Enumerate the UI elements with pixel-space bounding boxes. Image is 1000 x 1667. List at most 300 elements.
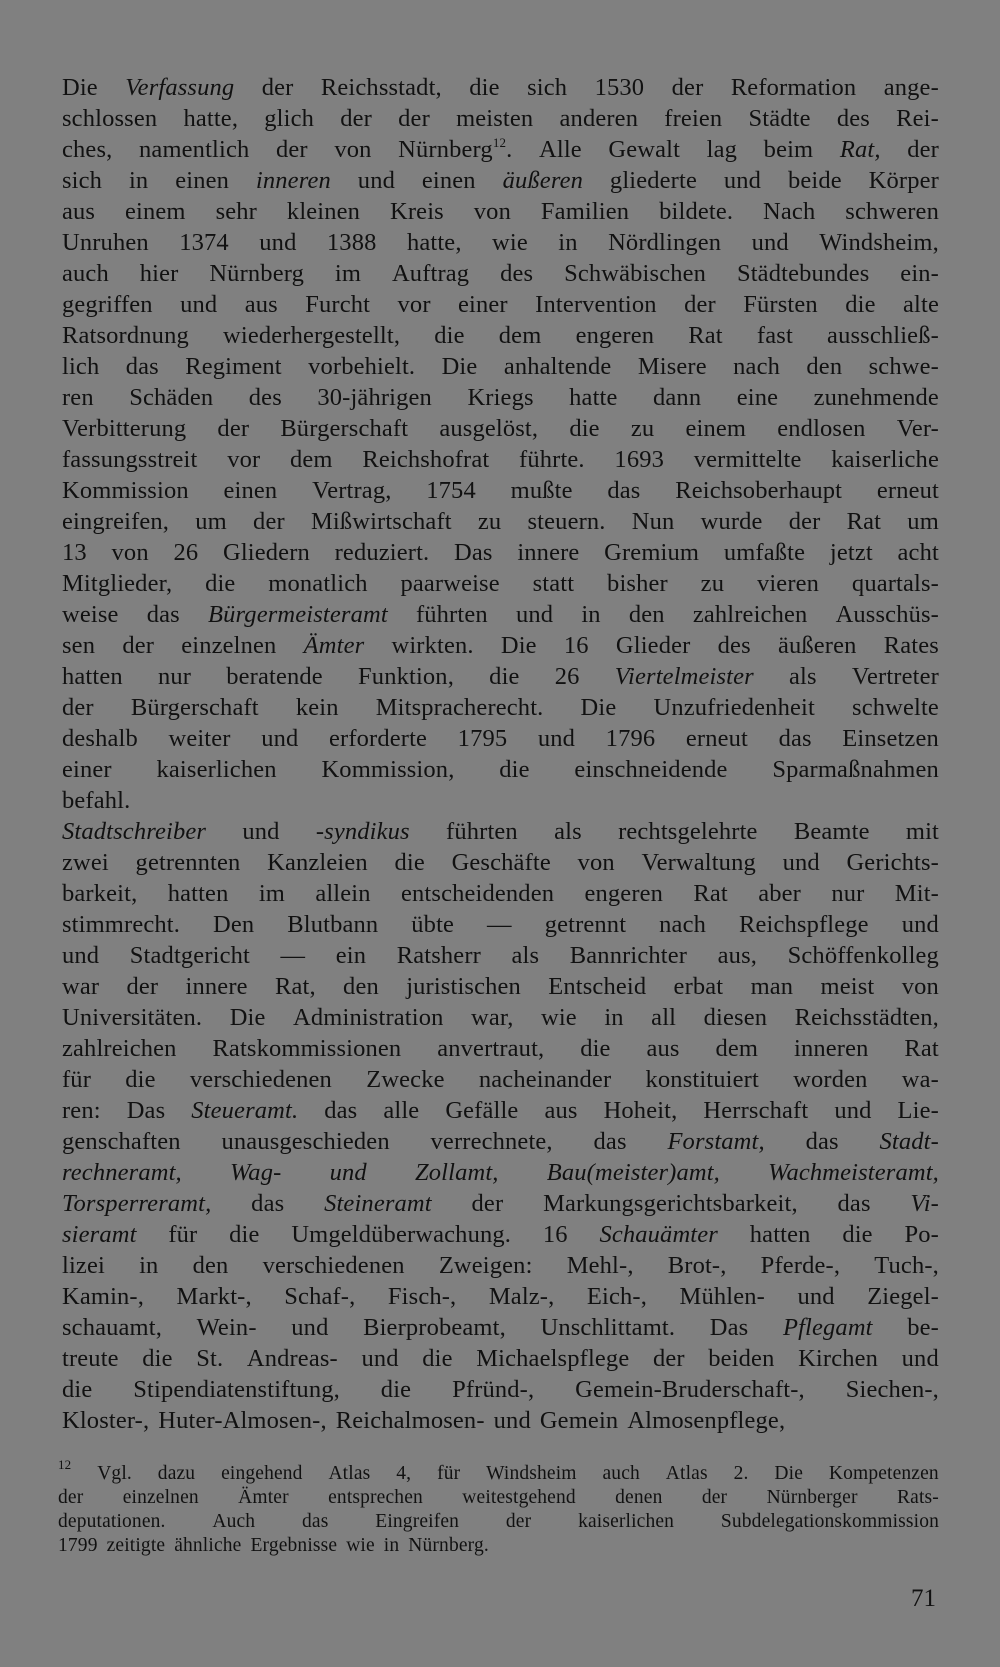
word: Unschlittamt. — [540, 1314, 676, 1341]
word: einer — [62, 756, 112, 783]
word: Ämter — [303, 632, 365, 659]
word: verschiedenen — [189, 1066, 332, 1093]
word: von — [111, 539, 149, 566]
word: die — [569, 415, 600, 442]
word: aus — [244, 291, 278, 318]
word: lag — [706, 136, 738, 163]
word: den — [628, 601, 665, 628]
word: rechtsgelehrte — [618, 818, 758, 845]
text-line — [62, 878, 939, 909]
word: — — [280, 942, 306, 969]
word: Kloster-, — [62, 1407, 150, 1434]
word: Schwäbischen — [564, 260, 707, 287]
word: Unruhen — [62, 229, 149, 256]
word: Gemein — [539, 1407, 619, 1434]
word: erbat — [673, 973, 724, 1000]
word: sieramt — [62, 1221, 137, 1248]
text-line — [62, 909, 939, 940]
word: Ämter — [238, 1487, 289, 1508]
word: die — [842, 1221, 873, 1248]
word: übte — [411, 911, 455, 938]
word: barkeit, — [62, 880, 138, 907]
text-line — [62, 444, 939, 475]
word: beratende — [226, 663, 323, 690]
text-line — [62, 847, 939, 878]
word: zeitigte — [106, 1535, 166, 1556]
text-line — [62, 72, 939, 103]
word: entscheidenden — [401, 880, 555, 907]
word: das — [607, 477, 641, 504]
word: der — [340, 105, 372, 132]
word: das — [251, 1190, 285, 1217]
word: Funktion, — [358, 663, 454, 690]
text-line — [62, 940, 939, 971]
word: des — [836, 105, 870, 132]
word: war, — [471, 1004, 514, 1031]
word: nach — [733, 353, 781, 380]
word: in — [604, 1004, 624, 1031]
word: deputationen. — [58, 1511, 166, 1532]
word: die — [62, 1376, 93, 1403]
word: kleinen — [286, 198, 361, 225]
word: Lie- — [897, 1097, 939, 1124]
footnote — [58, 1457, 939, 1558]
word: und — [537, 725, 576, 752]
word: engeren — [584, 880, 664, 907]
word: sehr — [215, 198, 257, 225]
word: Zollamt, — [415, 1159, 499, 1186]
word: Rat — [846, 508, 882, 535]
word: 26 — [173, 539, 199, 566]
text-line — [62, 320, 939, 351]
text-line — [62, 754, 939, 785]
word: die — [142, 1345, 173, 1372]
word: erneut — [685, 725, 748, 752]
text-line — [62, 785, 939, 816]
word: 1754 — [426, 477, 476, 504]
word: Gemein-Bruderschaft-, — [575, 1376, 805, 1403]
word: hier — [139, 260, 179, 287]
word: die — [845, 291, 876, 318]
word: weitestgehend — [462, 1487, 576, 1508]
word: und — [242, 818, 280, 845]
word: Steineramt — [324, 1190, 432, 1217]
word: das — [805, 1128, 839, 1155]
word: der — [671, 74, 704, 101]
word: die — [422, 1345, 453, 1372]
word: die — [580, 1035, 611, 1062]
word: Ratskommissionen — [212, 1035, 402, 1062]
word: gliederte — [609, 167, 697, 194]
text-line — [62, 1188, 939, 1219]
text-line — [62, 630, 939, 661]
footnote-line — [58, 1534, 939, 1558]
word: die — [125, 1066, 156, 1093]
word: der — [217, 415, 250, 442]
word: Schaf-, — [284, 1283, 356, 1310]
word: unausgeschieden — [221, 1128, 390, 1155]
word: deshalb — [62, 725, 138, 752]
word: Ver- — [896, 415, 939, 442]
word: Einsetzen — [842, 725, 939, 752]
word: in — [128, 167, 149, 194]
word: alle — [383, 1097, 420, 1124]
word: endlosen — [777, 415, 866, 442]
word: und — [493, 1407, 531, 1434]
text-line — [62, 1157, 939, 1188]
word: Die — [229, 1004, 266, 1031]
word: von — [901, 973, 939, 1000]
word: Pfründ-, — [452, 1376, 535, 1403]
text-line — [62, 165, 939, 196]
word: Po- — [904, 1221, 939, 1248]
word: der — [62, 694, 94, 721]
word: sich — [62, 167, 103, 194]
word: Pflegamt — [782, 1314, 873, 1341]
word: quartals- — [851, 570, 939, 597]
word: allein — [315, 880, 371, 907]
word: 1530 — [594, 74, 645, 101]
word: Andreas- — [246, 1345, 338, 1372]
word: Viertelmeister — [614, 663, 754, 690]
text-line — [62, 1002, 939, 1033]
text-line — [62, 1405, 939, 1436]
word: jetzt — [829, 539, 873, 566]
word: Nun — [631, 508, 675, 535]
word: im — [334, 260, 362, 287]
word: Siechen-, — [845, 1376, 939, 1403]
word: und — [329, 1159, 367, 1186]
word: als — [789, 663, 817, 690]
word: Schöffenkolleg — [787, 942, 939, 969]
word: Atlas — [665, 1463, 708, 1484]
text-line — [62, 1343, 939, 1374]
word: Markt-, — [176, 1283, 252, 1310]
word: anderen — [559, 105, 639, 132]
word: Rates — [883, 632, 939, 659]
word: einen — [175, 167, 230, 194]
word: zahlreichen — [692, 601, 808, 628]
word: Universitäten. — [62, 1004, 203, 1031]
word: eingehend — [221, 1463, 303, 1484]
word: 1374 — [179, 229, 229, 256]
text-line — [62, 1374, 939, 1405]
word: Reichsoberhaupt — [675, 477, 843, 504]
word: Wachmeisteramt, — [768, 1159, 939, 1186]
word: schweren — [845, 198, 939, 225]
word: Das — [126, 1097, 166, 1124]
word: der — [684, 291, 716, 318]
word: führten — [415, 601, 488, 628]
word: Zwecke — [366, 1066, 445, 1093]
word: hatte — [569, 384, 618, 411]
word: als — [554, 818, 582, 845]
word: Gefälle — [445, 1097, 519, 1124]
word: nacheinander — [478, 1066, 612, 1093]
word: Rat — [904, 1035, 939, 1062]
word: führte. — [519, 446, 585, 473]
word: beim — [763, 136, 814, 163]
word: statt — [532, 570, 575, 597]
text-line — [62, 382, 939, 413]
word: Kanzleien — [267, 849, 368, 876]
word: Bürgermeisteramt — [208, 601, 388, 628]
word: in — [139, 1252, 159, 1279]
word: in — [383, 1535, 400, 1556]
word: befahl. — [62, 787, 131, 814]
word: und — [261, 725, 299, 752]
word: das — [593, 1128, 627, 1155]
word: einer — [458, 291, 508, 318]
word: Städte — [748, 105, 811, 132]
word: und — [259, 229, 297, 256]
word: dem — [290, 446, 333, 473]
word: Ratsherr — [396, 942, 481, 969]
word: weiter — [168, 725, 231, 752]
word: der — [652, 1345, 685, 1372]
word: engeren — [575, 322, 655, 349]
word: Mitspracherecht. — [375, 694, 544, 721]
word: einem — [685, 415, 747, 442]
word: Mißwirtschaft — [310, 508, 452, 535]
word: Intervention — [535, 291, 657, 318]
page-number: 71 — [911, 1585, 936, 1612]
word: beiden — [708, 1345, 775, 1372]
word: dem — [715, 1035, 759, 1062]
word: Reformation — [730, 74, 857, 101]
word: Auch — [212, 1511, 256, 1532]
word: fassungsstreit — [62, 446, 198, 473]
word: wiederhergestellt, — [223, 322, 401, 349]
text-line — [62, 289, 939, 320]
word: 1693 — [614, 446, 665, 473]
word: sich — [527, 74, 568, 101]
word: der — [505, 1511, 532, 1532]
word: Rat, — [274, 973, 316, 1000]
word: zwei — [62, 849, 109, 876]
word: Ausschüs- — [835, 601, 939, 628]
word: Umgeldüberwachung. — [291, 1221, 512, 1248]
word: eingreifen, — [62, 508, 170, 535]
word: erforderte — [329, 725, 428, 752]
word: Rat — [693, 880, 728, 907]
word: Markungsgerichtsbarkeit, — [543, 1190, 798, 1217]
word: Rat — [688, 322, 723, 349]
word: bildete. — [659, 198, 734, 225]
word: ein — [335, 942, 367, 969]
word: das — [302, 1511, 329, 1532]
word: einem — [125, 198, 186, 225]
word: von — [334, 136, 372, 163]
word: war — [62, 973, 100, 1000]
text-line — [62, 661, 939, 692]
word: der — [788, 508, 821, 535]
word: die — [434, 322, 465, 349]
word: zunehmende — [813, 384, 939, 411]
word: man — [750, 973, 794, 1000]
word: Herrschaft — [703, 1097, 809, 1124]
word: Kommission — [62, 477, 189, 504]
word: schlossen — [62, 105, 158, 132]
word: Stipendiatenstiftung, — [133, 1376, 340, 1403]
word: wie — [346, 1535, 375, 1556]
word: Ziegel- — [867, 1283, 939, 1310]
word: und — [515, 601, 554, 628]
word: in — [581, 601, 601, 628]
word: für — [168, 1221, 198, 1248]
word: reduziert. — [334, 539, 430, 566]
word: Fisch-, — [387, 1283, 457, 1310]
word: ange- — [883, 74, 939, 101]
word: Regiment — [185, 353, 282, 380]
word: Vgl. — [97, 1463, 132, 1484]
word: um — [195, 508, 227, 535]
text-line — [62, 1312, 939, 1343]
word: Familien — [540, 198, 630, 225]
text-line — [62, 692, 939, 723]
word: des — [500, 260, 534, 287]
text-line — [62, 475, 939, 506]
word: denen — [615, 1487, 663, 1508]
text-line — [62, 1033, 939, 1064]
word: Bürgerschaft — [130, 694, 259, 721]
word: um — [907, 508, 939, 535]
word: und — [797, 1283, 835, 1310]
word: des — [717, 632, 751, 659]
word: äußeren — [502, 167, 584, 194]
word: Unzufriedenheit — [653, 694, 815, 721]
text-line — [62, 1281, 939, 1312]
word: Windsheim — [486, 1463, 577, 1484]
word: Huter-Almosen-, — [158, 1407, 327, 1434]
word: paarweise — [400, 570, 500, 597]
word: und — [361, 1345, 399, 1372]
word: ein- — [900, 260, 939, 287]
word: hatte, — [406, 229, 462, 256]
word: Eingreifen — [375, 1511, 460, 1532]
word: vorbehielt. — [308, 353, 416, 380]
word: — — [487, 911, 512, 938]
word: Stadt- — [879, 1128, 939, 1155]
word: alte — [903, 291, 939, 318]
word: diesen — [703, 1004, 768, 1031]
text-line — [62, 1126, 939, 1157]
word: treute — [62, 1345, 119, 1372]
word: Die — [62, 74, 98, 101]
word: -syndikus — [315, 818, 410, 845]
word: aus — [646, 1035, 680, 1062]
word: die — [394, 849, 425, 876]
word: Städtebundes — [736, 260, 870, 287]
word: Subdelegationskommission — [720, 1511, 939, 1532]
word: Stadtschreiber — [62, 818, 207, 845]
word: Bannrichter — [569, 942, 688, 969]
word: namentlich — [139, 136, 250, 163]
word: die — [229, 1221, 260, 1248]
text-line — [62, 227, 939, 258]
word: dann — [653, 384, 702, 411]
word: wie — [492, 229, 528, 256]
word: umfaßte — [723, 539, 806, 566]
word: Reichspflege — [739, 911, 869, 938]
word: und — [834, 1097, 872, 1124]
word: Die — [500, 632, 537, 659]
word: Gremium — [604, 539, 700, 566]
word: stimmrecht. — [62, 911, 181, 938]
word: Alle — [539, 136, 582, 163]
text-line — [62, 816, 939, 847]
body-text — [62, 72, 939, 1436]
word: Auftrag — [391, 260, 470, 287]
word: Michaelspflege — [476, 1345, 630, 1372]
word: von — [577, 849, 615, 876]
word: ausschließ- — [827, 322, 939, 349]
word: 1388 — [326, 229, 377, 256]
word: das — [778, 725, 812, 752]
word: für — [437, 1463, 461, 1484]
word: ches, — [62, 136, 113, 163]
word: Die — [441, 353, 478, 380]
word: innere — [517, 539, 580, 566]
word: das — [125, 353, 159, 380]
word: der — [398, 105, 430, 132]
word: auch — [602, 1463, 640, 1484]
word: aber — [758, 880, 801, 907]
word: inneren — [794, 1035, 869, 1062]
word: meist — [820, 973, 875, 1000]
word: und — [901, 1345, 939, 1372]
word: einen — [421, 167, 476, 194]
word: Mit- — [894, 880, 939, 907]
word: und — [723, 167, 762, 194]
word: Bau(meister)amt, — [546, 1159, 720, 1186]
word: für — [62, 1066, 92, 1093]
word: fast — [756, 322, 793, 349]
word: kaiserliche — [831, 446, 939, 473]
word: St. — [196, 1345, 224, 1372]
word: Kriegs — [467, 384, 534, 411]
word: Nürnberg. — [408, 1535, 489, 1556]
word: einschneidende — [574, 756, 728, 783]
word: innere — [185, 973, 248, 1000]
word: der — [126, 973, 159, 1000]
text-line — [62, 351, 939, 382]
word: Windsheim, — [819, 229, 939, 256]
word: Furcht — [305, 291, 371, 318]
word: das — [837, 1190, 871, 1217]
word: zu — [477, 508, 502, 535]
word: Rat, — [839, 136, 881, 163]
word: ren: — [62, 1097, 101, 1124]
footnote-line — [58, 1486, 939, 1510]
word: 1799 — [58, 1535, 98, 1556]
text-line — [62, 103, 939, 134]
word: 30-jährigen — [317, 384, 432, 411]
word: Ergebnisse — [250, 1535, 338, 1556]
word: getrennt — [544, 911, 627, 938]
word: Forstamt, — [667, 1128, 765, 1155]
word: von — [473, 198, 511, 225]
word: mußte — [510, 477, 573, 504]
word: glich — [264, 105, 315, 132]
word: mit — [905, 818, 939, 845]
word: und — [180, 291, 218, 318]
word: die — [469, 74, 500, 101]
word: einzelnen — [122, 1487, 199, 1508]
word: Verwaltung — [641, 849, 756, 876]
word: kaiserlichen — [578, 1511, 675, 1532]
word: einzelnen — [181, 632, 277, 659]
